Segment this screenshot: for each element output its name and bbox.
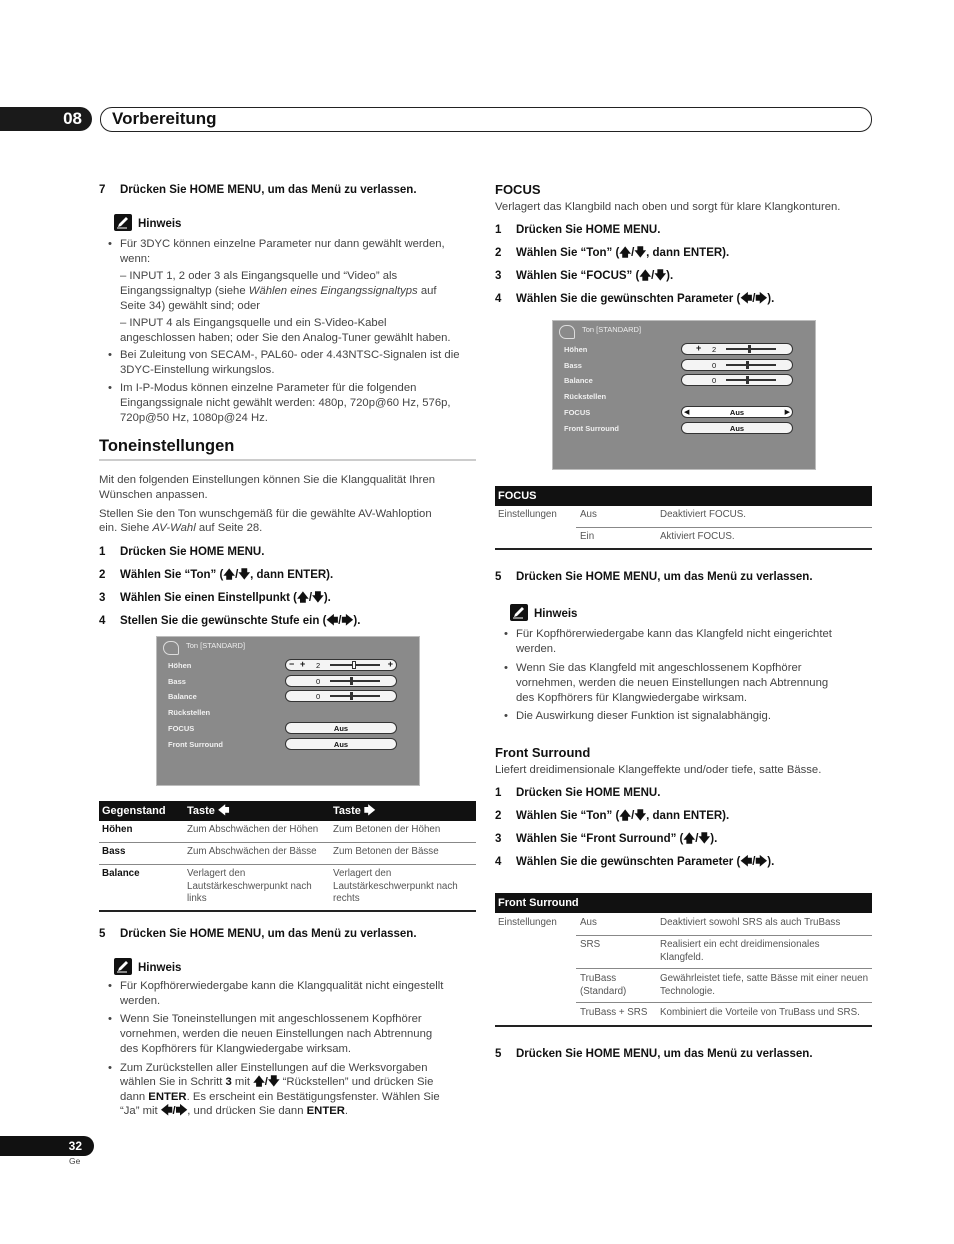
note-bullet: • Für Kopfhörerwiedergabe kann das Klangfeld nicht eingerichtet — [516, 627, 832, 642]
note-text: 720p@50 Hz, 1080p@24 Hz. — [120, 412, 268, 424]
hinweis-heading: Hinweis — [138, 962, 182, 974]
table-header: Gegenstand Taste 🡄 Taste 🡆 — [99, 801, 476, 821]
table-divider — [576, 527, 872, 528]
pencil-icon — [114, 958, 132, 975]
note-text: 3DYC-Einstellung wirkungslos. — [120, 364, 275, 376]
table-cell: Einstellungen — [498, 509, 557, 520]
note-text: vornehmen, werden die neuen Einstellungen nach Abtrennung — [120, 1028, 433, 1040]
chapter-title: Vorbereitung — [112, 109, 217, 128]
section-rule — [99, 459, 476, 461]
step-5: 5 Drücken Sie HOME MENU, um das Menü zu verlassen. — [99, 928, 417, 940]
note-text: des Kopfhörers für Klangwiedergabe wirksam. — [120, 1043, 352, 1055]
ear-icon — [163, 641, 179, 655]
note-text: dann ENTER. Es erscheint ein Bestätigungsfenster. Wählen Sie — [120, 1091, 440, 1103]
step-2: 2 Wählen Sie “Ton” (🡅/🡇, dann ENTER). — [495, 810, 730, 822]
osd-row-label: Bass — [564, 361, 582, 370]
chapter-number: 08 — [0, 107, 92, 131]
osd-row-label: Front Surround — [168, 740, 223, 749]
step-1: 1 Drücken Sie HOME MENU. — [99, 546, 265, 558]
focus-description: Verlagert das Klangbild nach oben und sorgt für klare Klangkonturen. — [495, 201, 841, 213]
note-bullet: • Für 3DYC können einzelne Parameter nur dann gewählt werden, — [120, 237, 445, 252]
osd-row-label: FOCUS — [564, 408, 591, 417]
note-text: – INPUT 4 als Eingangsquelle und ein S-Video-Kabel — [120, 317, 387, 329]
table-cell: Ein — [580, 531, 595, 542]
note-text: vornehmen, werden die neuen Einstellungen nach Abtrennung — [516, 677, 829, 689]
osd-title: Ton [STANDARD] — [582, 325, 642, 334]
note-bullet: • Wenn Sie Toneinstellungen mit angeschlossenem Kopfhörer — [120, 1012, 422, 1027]
table-cell: Verlagert den Lautstärkeschwerpunkt nach rechts — [333, 868, 458, 904]
note-text: angeschlossen haben; oder Sie den Analog-Tuner gewählt haben. — [120, 332, 451, 344]
table-cell: SRS — [580, 939, 601, 950]
step-3: 3 Wählen Sie “Front Surround” (🡅/🡇). — [495, 833, 718, 845]
table-cell: TruBass + SRS — [580, 1007, 648, 1018]
table-divider — [99, 864, 476, 865]
osd-slider-bass: 0 — [681, 359, 793, 371]
osd-slider-bass: 0 — [285, 675, 397, 687]
left-right-arrow-icon: 🡄/🡆 — [740, 293, 768, 305]
osd-row-label: Balance — [168, 692, 197, 701]
osd-front-surround-value: Aus — [681, 422, 793, 434]
intro-text: Mit den folgenden Einstellungen können Sie die Klangqualität Ihren — [99, 474, 436, 486]
table-cell: Zum Abschwächen der Höhen — [187, 824, 319, 835]
left-right-arrow-icon: 🡄/🡆 — [160, 1105, 188, 1117]
note-bullet: • Wenn Sie das Klangfeld mit angeschlossenem Kopfhörer — [516, 661, 802, 676]
osd-screenshot — [552, 320, 816, 470]
up-down-arrow-icon: 🡅/🡇 — [683, 833, 711, 845]
osd-row-label: FOCUS — [168, 724, 195, 733]
osd-front-surround-value: Aus — [285, 738, 397, 750]
front-surround-description: Liefert dreidimensionale Klangeffekte und/oder tiefe, satte Bässe. — [495, 764, 822, 776]
table-cell: Höhen — [102, 824, 133, 835]
step-7: 7 Drücken Sie HOME MENU, um das Menü zu verlassen. — [99, 184, 417, 196]
left-arrow-icon: 🡄 — [217, 805, 230, 817]
ear-icon — [559, 325, 575, 339]
table-cell: Verlagert den Lautstärkeschwerpunkt nach links — [187, 868, 312, 904]
note-text: Seite 34) gewählt sind; oder — [120, 300, 261, 312]
table-bottom-rule — [99, 910, 476, 912]
up-down-arrow-icon: 🡅/🡇 — [223, 569, 251, 581]
page-language: Ge — [69, 1156, 81, 1166]
table-divider — [576, 1002, 872, 1003]
step-3: 3 Wählen Sie “FOCUS” (🡅/🡇). — [495, 270, 674, 282]
osd-row-label: Rückstellen — [564, 392, 607, 401]
table-cell: Balance — [102, 868, 140, 879]
up-down-arrow-icon: 🡅/🡇 — [297, 592, 324, 604]
note-text: Eingangssignaltyp (siehe Wählen eines Eingangssignaltyps auf — [120, 285, 437, 297]
note-bullet: • Bei Zuleitung von SECAM-, PAL60- oder 4.43NTSC-Signalen ist die — [120, 348, 460, 363]
table-cell: Aus — [580, 509, 597, 520]
up-down-arrow-icon: 🡅/🡇 — [619, 247, 647, 259]
table-cell: Gewährleistet tiefe, satte Bässe mit einer neuen Technologie. — [660, 973, 869, 997]
note-bullet: • Im I-P-Modus können einzelne Parameter für die folgenden — [120, 381, 416, 396]
table-cell: Aktiviert FOCUS. — [660, 531, 735, 542]
osd-slider-hoehen: − + 2 + — [285, 659, 397, 671]
table-cell: Kombiniert die Vorteile von TruBass und SRS. — [660, 1007, 860, 1018]
osd-row-label: Höhen — [564, 345, 588, 354]
osd-slider-balance: 0 — [681, 374, 793, 386]
table-cell: Bass — [102, 846, 126, 857]
table-divider — [576, 968, 872, 969]
table-cell: Deaktiviert sowohl SRS als auch TruBass — [660, 917, 841, 928]
table-cell: Zum Betonen der Bässe — [333, 846, 439, 857]
note-text: wählen Sie in Schritt 3 mit 🡅/🡇 “Rückstellen” und drücken Sie — [120, 1076, 434, 1088]
note-bullet: • Für Kopfhörerwiedergabe kann die Klangqualität nicht eingestellt — [120, 979, 443, 994]
note-text: wenn: — [120, 253, 151, 265]
step-1: 1 Drücken Sie HOME MENU. — [495, 787, 661, 799]
right-arrow-icon: 🡆 — [363, 805, 376, 817]
table-divider — [576, 935, 872, 936]
page-number: 32 — [0, 1136, 94, 1156]
table-cell: Zum Betonen der Höhen — [333, 824, 441, 835]
front-surround-table-header: Front Surround — [495, 893, 872, 913]
table-bottom-rule — [495, 1025, 872, 1027]
intro-text: ein. Siehe AV-Wahl auf Seite 28. — [99, 522, 263, 534]
osd-title: Ton [STANDARD] — [186, 641, 246, 650]
table-cell: Aus — [580, 917, 597, 928]
osd-focus-value: Aus — [285, 722, 397, 734]
pencil-icon — [510, 604, 528, 621]
note-text: – INPUT 1, 2 oder 3 als Eingangsquelle und “Video” als — [120, 270, 398, 282]
note-text: “Ja” mit 🡄/🡆, und drücken Sie dann ENTER. — [120, 1105, 349, 1117]
pencil-icon — [114, 214, 132, 231]
osd-focus-value: ◀ Aus ▶ — [681, 406, 793, 418]
left-right-arrow-icon: 🡄/🡆 — [326, 615, 354, 627]
step-2: 2 Wählen Sie “Ton” (🡅/🡇, dann ENTER). — [99, 569, 334, 581]
step-2: 2 Wählen Sie “Ton” (🡅/🡇, dann ENTER). — [495, 247, 730, 259]
step-1: 1 Drücken Sie HOME MENU. — [495, 224, 661, 236]
table-cell: Deaktiviert FOCUS. — [660, 509, 747, 520]
note-bullet: • Die Auswirkung dieser Funktion ist signalabhängig. — [516, 709, 771, 724]
hinweis-heading: Hinweis — [138, 218, 182, 230]
osd-row-label: Front Surround — [564, 424, 619, 433]
step-4: 4 Wählen Sie die gewünschten Parameter (🡄/🡆). — [495, 856, 775, 868]
table-cell: Realisiert ein echt dreidimensionales Klangfeld. — [660, 939, 820, 963]
front-surround-heading: Front Surround — [495, 745, 591, 760]
up-down-arrow-icon: 🡅/🡇 — [619, 810, 647, 822]
step-5: 5 Drücken Sie HOME MENU, um das Menü zu verlassen. — [495, 1048, 813, 1060]
intro-text: Stellen Sie den Ton wunschgemäß für die gewählte AV-Wahloption — [99, 508, 432, 520]
focus-heading: FOCUS — [495, 182, 541, 197]
up-down-arrow-icon: 🡅/🡇 — [639, 270, 667, 282]
left-right-arrow-icon: 🡄/🡆 — [740, 856, 768, 868]
note-text: Eingangssignale nicht gewählt werden: 480p, 720p@60 Hz, 576p, — [120, 397, 451, 409]
left-triangle-icon: ◀ — [684, 409, 690, 416]
osd-row-label: Bass — [168, 677, 186, 686]
table-bottom-rule — [495, 548, 872, 550]
table-cell: Einstellungen — [498, 917, 557, 928]
step-3: 3 Wählen Sie einen Einstellpunkt (🡅/🡇). — [99, 592, 331, 604]
note-bullet: • Zum Zurückstellen aller Einstellungen auf die Werksvorgaben — [120, 1061, 427, 1076]
step-4: 4 Wählen Sie die gewünschten Parameter (🡄/🡆). — [495, 293, 775, 305]
intro-text: Wünschen anpassen. — [99, 489, 208, 501]
step-5: 5 Drücken Sie HOME MENU, um das Menü zu verlassen. — [495, 571, 813, 583]
note-text: des Kopfhörers für Klangwiedergabe wirksam. — [516, 692, 748, 704]
focus-table-header: FOCUS — [495, 486, 872, 506]
osd-row-label: Balance — [564, 376, 593, 385]
table-cell: TruBass (Standard) — [580, 973, 627, 997]
osd-slider-hoehen: + 2 — [681, 343, 793, 355]
note-text: werden. — [120, 995, 161, 1007]
hinweis-heading: Hinweis — [534, 608, 578, 620]
osd-screenshot — [156, 636, 420, 786]
step-4: 4 Stellen Sie die gewünschte Stufe ein (🡄/🡆). — [99, 615, 361, 627]
osd-row-label: Rückstellen — [168, 708, 211, 717]
table-divider — [99, 842, 476, 843]
osd-slider-balance: 0 — [285, 690, 397, 702]
right-triangle-icon: ▶ — [784, 409, 790, 416]
section-title: Toneinstellungen — [99, 437, 235, 455]
osd-row-label: Höhen — [168, 661, 192, 670]
note-text: werden. — [516, 643, 557, 655]
up-down-arrow-icon: 🡅/🡇 — [253, 1076, 280, 1088]
table-cell: Zum Abschwächen der Bässe — [187, 846, 317, 857]
